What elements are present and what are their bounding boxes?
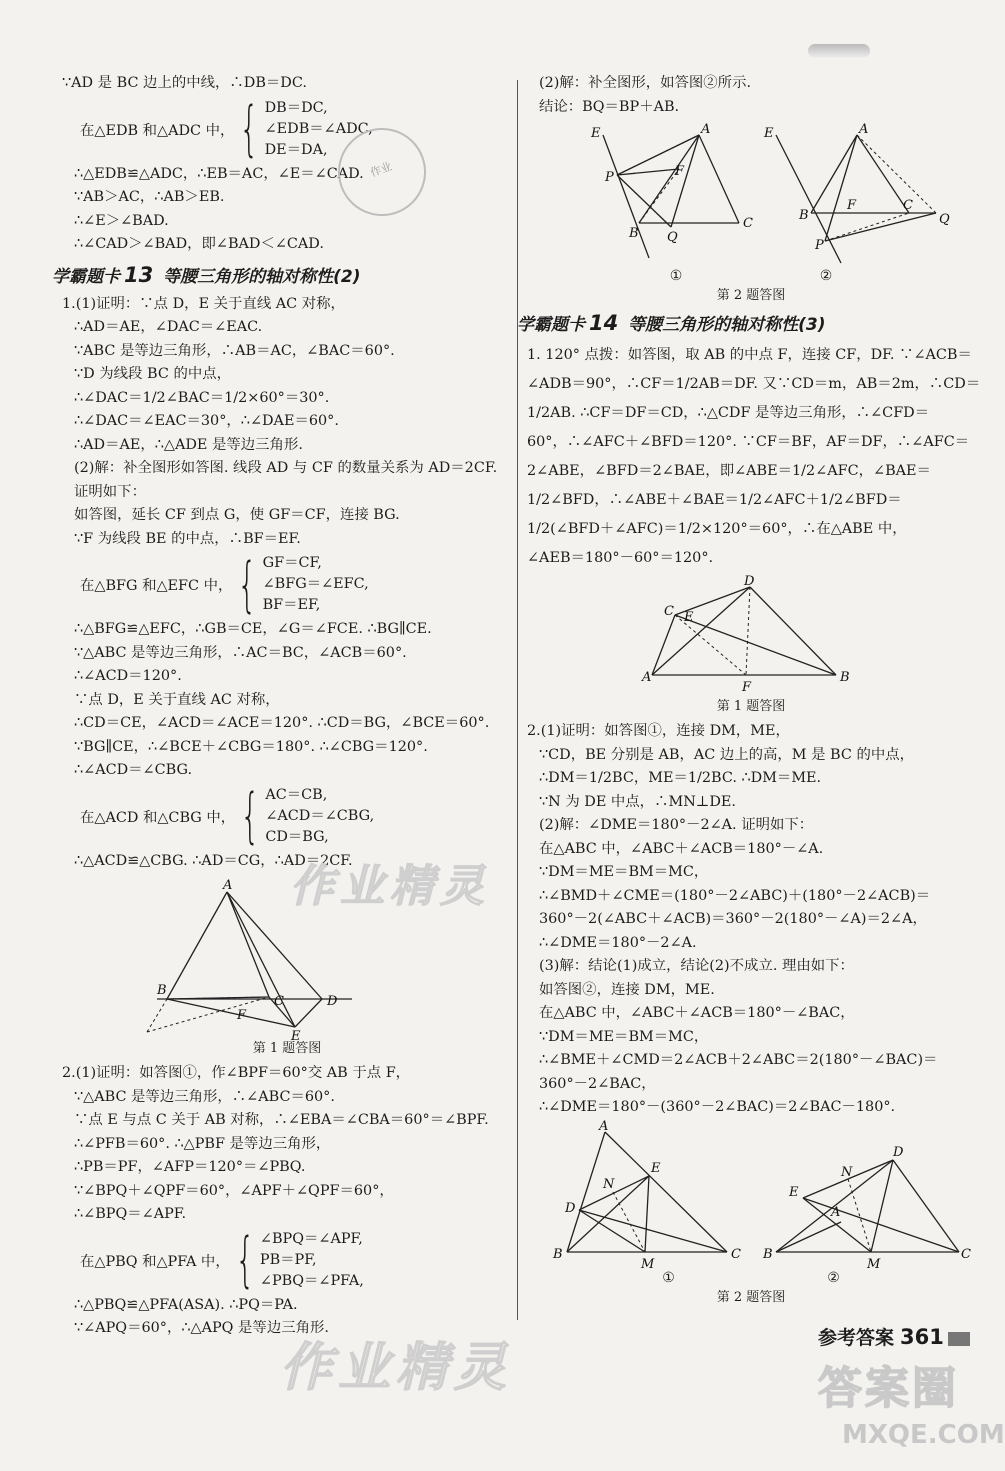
text-line: ∴△PBQ≌△PFA(ASA). ∴PQ＝PA. [74,1296,298,1313]
svg-text:B: B [629,226,639,241]
system-items [265,785,374,848]
system-item: ∠ACD＝∠CBG, [265,807,375,824]
text-line: ∴∠DAC＝1/2∠BAC＝1/2×60°＝30°. [74,389,330,406]
text-line: ∴AD＝AE，∴△ADE 是等边三角形. [74,436,303,453]
question-1-continued [62,618,512,783]
svg-text:A: A [223,878,233,893]
svg-text:D: D [327,994,338,1009]
svg-text:F: F [237,1008,247,1023]
svg-text:F: F [742,680,752,695]
figure-markers [601,268,901,284]
text-line: ∠AEB＝180°－60°＝120°. [527,550,714,566]
system-item: DB＝DC, [264,99,328,116]
svg-text:F: F [675,164,685,179]
svg-text:B: B [157,983,167,998]
text-line: ∴∠ACD＝120°. [74,668,182,684]
question-1-block [62,293,512,552]
brace-icon: { [239,94,260,164]
text-line: ∵△ABC 是等边三角形，∴AC＝BC，∠ACB＝60°. [74,644,407,661]
svg-text:B: B [799,208,809,223]
text-line: ∵BG∥CE，∴∠BCE＋∠CBG＝180°. ∴∠CBG＝120°. [74,738,428,755]
corner-watermark-url: MXQE.COM [842,1420,1005,1450]
text-line: 1.(1)证明：∵点 D，E 关于直线 AC 对称， [62,295,345,312]
system-item: CD＝BG, [265,828,329,845]
svg-text:F: F [847,198,857,213]
system-label: 在△ACD 和△CBG 中， [80,809,236,826]
svg-text:P: P [815,238,824,253]
text-line: 如答图②，连接 DM，ME. [539,981,715,998]
system-item: ∠PBQ＝∠PFA, [259,1272,364,1289]
watermark-text: 作业精灵 [280,1338,513,1398]
text-line: 证明如下： [74,483,146,500]
text-line: 360°－2∠BAC， [539,1075,656,1092]
figure-caption: 第 1 题答图 [716,699,786,714]
text-line: (2)解：∠DME＝180°－2∠A. 证明如下： [539,817,814,833]
page-number: 361 [900,1325,944,1349]
brace-icon: { [240,781,260,851]
text-line: ∵△ABC 是等边三角形，∴∠ABC＝60°. [74,1088,335,1105]
system-items [260,1229,364,1292]
svg-text:B: B [553,1246,563,1262]
figure-caption: 第 2 题答图 [716,288,786,303]
svg-text:C: C [903,198,913,213]
header-number: 14 [589,311,619,335]
text-line: ∴∠DME＝180°－2∠A. [539,934,697,951]
svg-text:A: A [642,670,652,685]
corner-watermark: 答案圈 [818,1363,959,1414]
svg-text:B: B [763,1246,773,1262]
section-header-14 [517,309,975,339]
text-line: ∴∠BME＋∠CMD＝2∠ACB＋2∠ABC＝2(180°－∠BAC)＝ [539,1052,938,1068]
system-item: AC＝CB, [265,786,328,803]
brace-icon: { [237,549,258,620]
svg-text:N: N [841,1164,853,1180]
system-item: ∠EDB＝∠ADC, [264,120,373,137]
text-line: ∴DM＝1/2BC，ME＝1/2BC. ∴DM＝ME. [539,770,822,786]
svg-text:A: A [599,1118,609,1134]
text-line: ∴∠ACD＝∠CBG. [74,762,193,778]
svg-text:N: N [603,1176,615,1192]
text-line: ∵点 E 与点 C 关于 AB 对称，∴∠EBA＝∠CBA＝60°＝∠BPF. [74,1112,489,1128]
text-line: ∵DM＝ME＝BM＝MC， [539,1028,709,1045]
text-line: ∴△EDB≌△ADC，∴EB＝AC，∠E＝∠CAD. [74,165,364,182]
text-line: ∵∠BPQ＋∠QPF＝60°，∠APF＋∠QPF＝60°， [74,1182,394,1199]
svg-text:E: E [789,1184,799,1200]
left-column [52,72,512,1341]
system-label: 在△EDB 和△ADC 中， [80,122,235,139]
svg-text:A: A [701,122,711,137]
section-header-13 [52,261,512,291]
brace-icon: { [235,1225,255,1295]
text-line: 1. 120° 点拨：如答图，取 AB 的中点 F，连接 CF，DF. ∵∠ACB＝ [527,347,972,363]
text-line: (2)解：补全图形，如答图②所示. [539,75,752,91]
text-line: ∴∠DME＝180°－(360°－2∠BAC)＝2∠BAC－180°. [539,1099,896,1115]
column-divider [517,80,518,1320]
svg-text:C: C [274,994,284,1009]
system-item: BF＝EF, [262,597,321,613]
text-line: 在△ABC 中，∠ABC＋∠ACB＝180°－∠A. [539,840,824,857]
text-line: ∵∠APQ＝60°，∴△APQ 是等边三角形. [74,1320,329,1336]
text-line: 1/2(∠BFD＋∠AFC)＝1/2×120°＝60°，∴在△ABE 中， [527,521,907,537]
svg-text:E: E [651,1160,661,1176]
text-line: 1/2AB. ∴CF＝DF＝CD，∴△CDF 是等边三角形，∴∠CFD＝ [527,405,930,421]
text-line: ∵AD 是 BC 边上的中线，∴DB＝DC. [62,75,307,91]
text-line: ∵CD，BE 分别是 AB，AC 边上的高，M 是 BC 的中点， [539,746,915,763]
system-item: DE＝DA, [264,141,328,158]
system-item: GF＝CF, [262,555,322,571]
text-line: ∴∠BPQ＝∠APF. [74,1206,187,1222]
text-line: 60°，∴∠AFC＋∠BFD＝120°. ∵CF＝BF，AF＝DF，∴∠AFC＝ [527,434,970,450]
text-line: 2∠ABE，∠BFD＝2∠BAE，即∠ABE＝1/2∠AFC，∠BAE＝ [527,463,931,479]
text-line: ∵D 为线段 BC 的中点， [74,366,232,382]
svg-text:Q: Q [667,230,678,245]
text-line: ∵AB＞AC，∴AB＞EB. [74,189,225,205]
figure-q14-1 [642,574,856,695]
svg-text:D: D [893,1144,904,1160]
svg-text:M: M [641,1256,655,1272]
text-line: ∠ADB＝90°，∴CF＝1/2AB＝DF. 又∵CD＝m，AB＝2m，∴CD＝ [527,376,981,392]
page-curl-mark [808,44,870,58]
text-line: 2.(1)证明：如答图①，连接 DM，ME， [527,723,790,739]
text-line: 2.(1)证明：如答图①，作∠BPF＝60°交 AB 于点 F， [62,1065,411,1081]
text-line: ∴∠PFB＝60°. ∴△PBF 是等边三角形， [74,1135,331,1152]
header-title: 等腰三角形的轴对称性(3) [628,315,826,335]
system-item: ∠BPQ＝∠APF, [259,1230,363,1247]
question-14-1 [527,341,981,573]
text-line: ∵DM＝ME＝BM＝MC， [539,864,709,880]
equation-system [80,94,512,164]
figure-caption: 第 1 题答图 [252,1041,322,1056]
svg-text:E: E [291,1029,301,1044]
text-line: ∴AD＝AE，∠DAC＝∠EAC. [74,319,263,335]
svg-text:M: M [867,1256,881,1272]
figure-caption: 第 2 题答图 [716,1289,786,1305]
system-item: ∠BFG＝∠EFC, [262,576,369,592]
header-title: 等腰三角形的轴对称性(2) [163,266,361,287]
system-items [263,553,369,616]
text-line: ∵F 为线段 BE 的中点，∴BF＝EF. [74,530,301,547]
text-line: ∴∠CAD＞∠BAD，即∠BAD＜∠CAD. [74,236,324,252]
system-label: 在△BFG 和△EFC 中， [80,578,233,594]
figure-marker: ② [819,268,833,284]
system-item: PB＝PF, [259,1251,317,1268]
text-line: (2)解：补全图形如答图. 线段 AD 与 CF 的数量关系为 AD＝2CF. [74,460,498,476]
text-line: 1/2∠BFD，∴∠ABE＋∠BAE＝1/2∠AFC＋1/2∠BFD＝ [527,492,902,508]
svg-text:D: D [744,574,755,589]
svg-text:C: C [961,1246,971,1262]
text-line: ∴PB＝PF，∠AFP＝120°＝∠PBQ. [74,1159,306,1175]
text-line: 360°－2(∠ABC＋∠ACB)＝360°－2(180°－∠A)＝2∠A， [539,911,927,927]
figure-marker: ① [669,268,683,284]
footer-label: 参考答案 [818,1327,895,1349]
svg-text:C: C [743,216,753,231]
equation-system [80,549,512,620]
figure-marker: ① [662,1269,675,1286]
header-prefix: 学霸题卡 [52,266,120,287]
text-line: ∴△BFG≌△EFC，∴GB＝CE，∠G＝∠FCE. ∴BG∥CE. [74,621,432,637]
header-prefix: 学霸题卡 [517,315,585,335]
svg-text:E: E [591,126,601,141]
svg-text:A: A [831,1204,841,1220]
text-line: ∴∠BMD＋∠CME＝(180°－2∠ABC)＋(180°－2∠ACB)＝ [539,887,931,904]
page-footer [818,1323,970,1350]
svg-text:C: C [731,1246,741,1262]
right-column [517,72,981,1311]
text-line: ∵N 为 DE 中点，∴MN⊥DE. [539,793,736,810]
system-label: 在△PBQ 和△PFA 中， [80,1253,230,1270]
svg-text:Q: Q [939,212,950,227]
watermark-text: 作业精灵 [290,861,490,912]
watermark-stamp: 作业 [326,116,439,229]
text-line: ∴∠DAC＝∠EAC＝30°，∴∠DAE＝60°. [74,413,339,429]
text-line: ∴△ACD≌△CBG. ∴AD＝CG，∴AD＝2CF. [74,852,353,869]
figure-q14-2 [541,1118,971,1274]
svg-text:B: B [840,670,850,685]
text-line: (3)解：结论(1)成立，结论(2)不成立. 理由如下： [539,958,854,974]
text-line: ∴CD＝CE，∠ACD＝∠ACE＝120°. ∴CD＝BG，∠BCE＝60°. [74,715,490,731]
text-line: ∴∠E＞∠BAD. [74,212,169,229]
figure-marker: ② [827,1269,840,1286]
svg-text:D: D [565,1200,576,1216]
text-line: 如答图，延长 CF 到点 G，使 GF＝CF，连接 BG. [74,507,400,523]
question-14-2 [527,720,975,1120]
equation-system [80,1225,512,1295]
text-line: ∵ABC 是等边三角形，∴AB＝AC，∠BAC＝60°. [74,342,395,359]
equation-system [80,781,512,851]
svg-text:C: C [664,604,674,619]
figure-markers [586,1270,916,1286]
footer-block-icon [948,1332,970,1346]
figure-q2-right-top [551,123,951,268]
svg-text:A: A [859,122,869,137]
svg-text:E: E [684,610,694,625]
text-line: 在△ABC 中，∠ABC＋∠ACB＝180°－∠BAC， [539,1005,855,1021]
svg-text:E: E [764,126,774,141]
text-line: ∵点 D，E 关于直线 AC 对称， [74,691,280,708]
text-line: 结论：BQ＝BP＋AB. [539,98,680,115]
header-number: 13 [124,262,154,287]
question-2-block [62,1062,512,1227]
svg-text:P: P [605,170,614,185]
